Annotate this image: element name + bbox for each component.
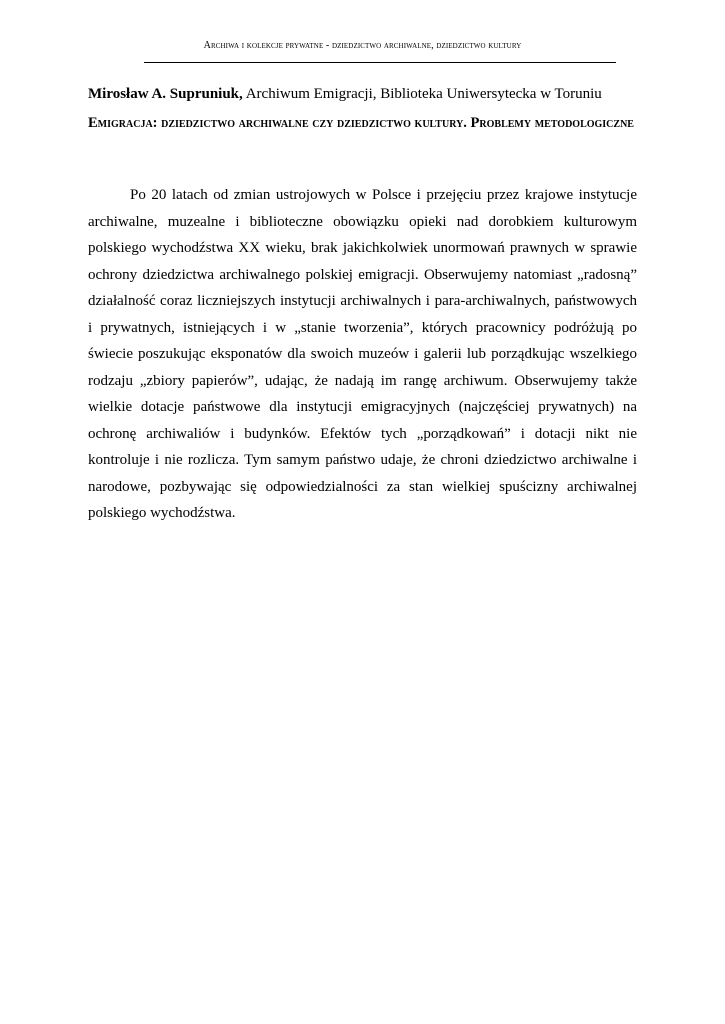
author-name: Mirosław A. Supruniuk, — [88, 86, 243, 102]
article-title: Emigracja: dziedzictwo archiwalne czy dziedzictwo kultury. Problemy metodologiczne — [88, 115, 634, 131]
author-affiliation: Archiwum Emigracji, Biblioteka Uniwersytecka w Toruniu — [245, 86, 602, 102]
running-header: Archiwa i kolekcje prywatne - dziedzictwo archiwalne, dziedzictwo kultury — [203, 40, 522, 51]
header-divider — [144, 62, 616, 63]
author-line — [88, 86, 648, 103]
body-paragraph: Po 20 latach od zmian ustrojowych w Polsce i przejęciu przez krajowe instytucje archiwalne, muzealne i biblioteczne obowiązku opieki nad dorobkiem kulturowym polskiego wychodźstwa XX wieku, brak jakichkolwiek unormowań prawnych w sprawie ochrony dziedzictwa archiwalnego polskiej emigracji. Obserwujemy natomiast „radosną” działalność coraz liczniejszych instytucji archiwalnych i para-archiwalnych, państwowych i prywatnych, istniejących i w „stanie tworzenia”, których pracownicy podróżują po świecie poszukując eksponatów dla swoich muzeów i galerii lub porządkując wszelkiego rodzaju „zbiory papierów”, udając, że nadają im rangę archiwum. Obserwujemy także wielkie dotacje państwowe dla instytucji emigracyjnych (najczęściej prywatnych) na ochronę archiwaliów i budynków. Efektów tych „porządkowań” i dotacji nikt nie kontroluje i nie rozlicza. Tym samym państwo udaje, że chroni dziedzictwo archiwalne i narodowe, pozbywając się odpowiedzialności za stan wielkiej spuścizny archiwalnej polskiego wychodźstwa. — [88, 187, 637, 521]
